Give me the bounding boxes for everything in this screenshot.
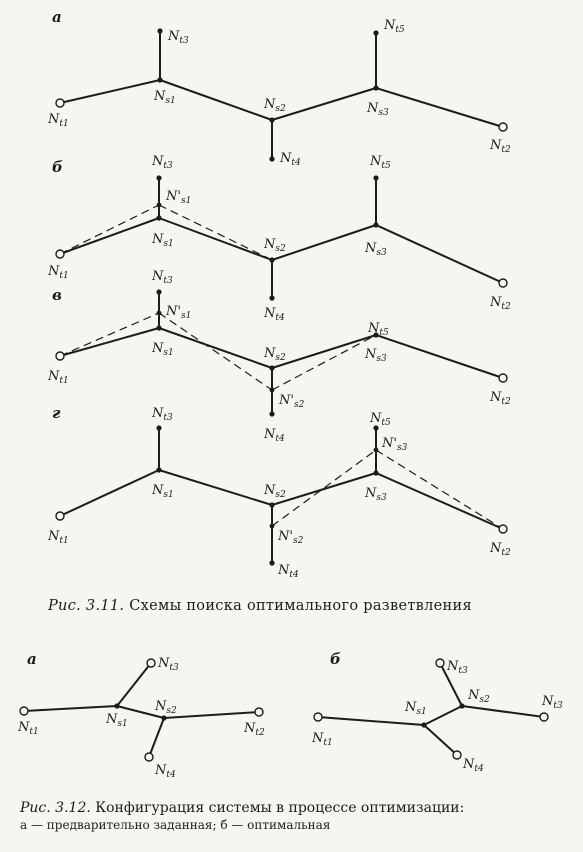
node-ns1 xyxy=(421,722,426,727)
node-nt5 xyxy=(373,425,378,430)
label-nt1: $N_{t1}$ xyxy=(48,369,69,386)
label-nt2: $N_{t2}$ xyxy=(490,295,511,312)
panel-a-311 xyxy=(47,8,511,168)
node-nt3 xyxy=(156,175,161,180)
label-ns1: $N_{s1}$ xyxy=(106,712,128,729)
node-nt3 xyxy=(147,659,155,667)
label-ns2: $N_{s2}$ xyxy=(264,346,286,363)
label-nt3: $N_{t3}$ xyxy=(168,29,189,46)
panel-label-b: б xyxy=(330,650,341,668)
label-nt4: $N_{t4}$ xyxy=(463,757,484,774)
label-ns1-prime: $N'_{s1}$ xyxy=(166,189,192,206)
label-nt5: $N_{t5}$ xyxy=(370,154,391,171)
edge xyxy=(164,712,259,718)
panel-label-g: г xyxy=(52,404,61,422)
node-ns1 xyxy=(156,467,161,472)
label-ns1: $N_{s1}$ xyxy=(154,89,176,106)
label-nt3: $N_{t3}$ xyxy=(542,694,563,711)
edge xyxy=(159,218,272,260)
node-ns1-prime xyxy=(157,203,162,208)
caption-prefix: Рис. 3.11. xyxy=(48,598,125,614)
caption-prefix: Рис. 3.12. xyxy=(20,800,91,816)
label-ns3-prime: $N'_{s3}$ xyxy=(382,436,408,453)
dashed-edge xyxy=(376,450,503,529)
dashed-edge xyxy=(60,313,159,356)
node-nt1 xyxy=(56,512,64,520)
edge xyxy=(272,225,376,260)
node-nt3-top xyxy=(436,659,444,667)
label-nt1: $N_{t1}$ xyxy=(312,731,333,748)
label-nt1: $N_{t1}$ xyxy=(48,264,69,281)
edge xyxy=(160,80,272,120)
caption-text: Конфигурация системы в процессе оптимизации: xyxy=(95,800,465,816)
figure-312-caption xyxy=(20,800,464,816)
node-ns2-prime xyxy=(270,524,275,529)
dashed-edge xyxy=(159,205,272,260)
node-nt4 xyxy=(269,295,274,300)
label-nt2: $N_{t2}$ xyxy=(490,390,511,407)
node-nt5 xyxy=(373,175,378,180)
label-nt3: $N_{t3}$ xyxy=(158,656,179,673)
caption-a: а — предварительно заданная; xyxy=(20,818,217,832)
edge xyxy=(376,335,503,378)
edge xyxy=(60,80,160,103)
node-ns3 xyxy=(373,222,378,227)
node-nt1 xyxy=(56,250,64,258)
edge xyxy=(376,225,503,283)
node-nt5 xyxy=(373,30,378,35)
label-nt4: $N_{t4}$ xyxy=(264,427,285,444)
panel-a-312 xyxy=(17,650,265,780)
label-nt3: $N_{t3}$ xyxy=(152,154,173,171)
figure-312-subcaption xyxy=(20,818,330,832)
dashed-edge xyxy=(60,205,159,254)
panel-b-312 xyxy=(311,650,563,774)
panel-g-311 xyxy=(47,404,511,580)
label-ns3: $N_{s3}$ xyxy=(367,101,389,118)
node-nt2 xyxy=(499,525,507,533)
node-nt4 xyxy=(269,560,274,565)
edge xyxy=(117,663,151,706)
panel-label-v: в xyxy=(52,286,62,304)
node-nt2 xyxy=(499,123,507,131)
node-nt4 xyxy=(269,411,274,416)
figure-311-caption xyxy=(48,598,472,614)
panel-label-a: а xyxy=(27,650,37,668)
edge xyxy=(60,218,159,254)
label-ns3: $N_{s3}$ xyxy=(365,347,387,364)
edge xyxy=(159,470,272,505)
edge xyxy=(272,88,376,120)
label-nt3: $N_{t3}$ xyxy=(152,269,173,286)
label-nt4: $N_{t4}$ xyxy=(264,306,285,323)
node-ns2 xyxy=(269,257,274,262)
node-nt3 xyxy=(540,713,548,721)
edge xyxy=(60,328,159,356)
node-nt2 xyxy=(499,374,507,382)
label-ns2: $N_{s2}$ xyxy=(468,688,490,705)
edge xyxy=(159,328,272,368)
label-nt1: $N_{t1}$ xyxy=(18,720,39,737)
edge xyxy=(149,718,164,757)
label-ns2: $N_{s2}$ xyxy=(264,237,286,254)
node-nt4 xyxy=(145,753,153,761)
node-ns3-prime xyxy=(374,448,379,453)
edge xyxy=(376,473,503,529)
dashed-edge xyxy=(159,313,272,390)
node-nt1 xyxy=(56,99,64,107)
node-nt3 xyxy=(157,28,162,33)
label-ns1: $N_{s1}$ xyxy=(152,232,174,249)
label-ns3: $N_{s3}$ xyxy=(365,241,387,258)
node-ns2 xyxy=(269,502,274,507)
caption-text: Схемы поиска оптимального разветвления xyxy=(129,598,472,614)
edge xyxy=(318,717,424,725)
edge xyxy=(424,706,462,725)
edge xyxy=(272,473,376,505)
label-ns1-prime: $N'_{s1}$ xyxy=(166,304,192,321)
panel-v-311 xyxy=(47,269,511,444)
label-ns1: $N_{s1}$ xyxy=(152,341,174,358)
edge xyxy=(376,88,503,127)
node-ns1 xyxy=(156,325,161,330)
node-nt4 xyxy=(453,751,461,759)
label-nt5: $N_{t5}$ xyxy=(368,321,389,338)
node-nt1 xyxy=(314,713,322,721)
node-ns2-prime xyxy=(270,388,275,393)
node-ns3 xyxy=(373,470,378,475)
label-ns3: $N_{s3}$ xyxy=(365,486,387,503)
label-nt1: $N_{t1}$ xyxy=(48,112,69,129)
label-ns1: $N_{s1}$ xyxy=(152,483,174,500)
node-ns1 xyxy=(157,77,162,82)
label-ns2: $N_{s2}$ xyxy=(155,699,177,716)
node-ns2 xyxy=(269,365,274,370)
node-ns2 xyxy=(269,117,274,122)
label-nt4: $N_{t4}$ xyxy=(278,563,299,580)
label-nt2: $N_{t2}$ xyxy=(244,721,265,738)
edge xyxy=(60,470,159,516)
label-nt4: $N_{t4}$ xyxy=(280,151,301,168)
node-nt4 xyxy=(269,156,274,161)
label-nt2: $N_{t2}$ xyxy=(490,541,511,558)
label-ns1: $N_{s1}$ xyxy=(405,700,427,717)
node-nt3 xyxy=(156,289,161,294)
label-nt1: $N_{t1}$ xyxy=(48,529,69,546)
node-ns1-prime xyxy=(157,311,162,316)
edge xyxy=(424,725,457,755)
label-ns2: $N_{s2}$ xyxy=(264,483,286,500)
label-ns2: $N_{s2}$ xyxy=(264,97,286,114)
node-ns3 xyxy=(373,85,378,90)
node-nt1 xyxy=(20,707,28,715)
label-nt4: $N_{t4}$ xyxy=(155,763,176,780)
caption-b: б — оптимальная xyxy=(220,818,331,832)
node-nt2 xyxy=(255,708,263,716)
label-ns2-prime: $N'_{s2}$ xyxy=(278,529,304,546)
node-ns1 xyxy=(114,703,119,708)
edge xyxy=(24,706,117,711)
label-nt5: $N_{t5}$ xyxy=(370,411,391,428)
panel-label-b: б xyxy=(52,158,63,176)
node-nt1 xyxy=(56,352,64,360)
node-nt2 xyxy=(499,279,507,287)
node-ns1 xyxy=(156,215,161,220)
edge xyxy=(462,706,544,717)
node-ns2 xyxy=(459,703,464,708)
label-nt2: $N_{t2}$ xyxy=(490,138,511,155)
panel-label-a: а xyxy=(52,8,62,26)
label-nt5: $N_{t5}$ xyxy=(384,18,405,35)
label-nt3-top: $N_{t3}$ xyxy=(447,659,468,676)
label-ns2-prime: $N'_{s2}$ xyxy=(279,393,305,410)
node-ns2 xyxy=(161,715,166,720)
node-nt3 xyxy=(156,425,161,430)
panel-b-311 xyxy=(47,154,511,323)
label-nt3: $N_{t3}$ xyxy=(152,406,173,423)
